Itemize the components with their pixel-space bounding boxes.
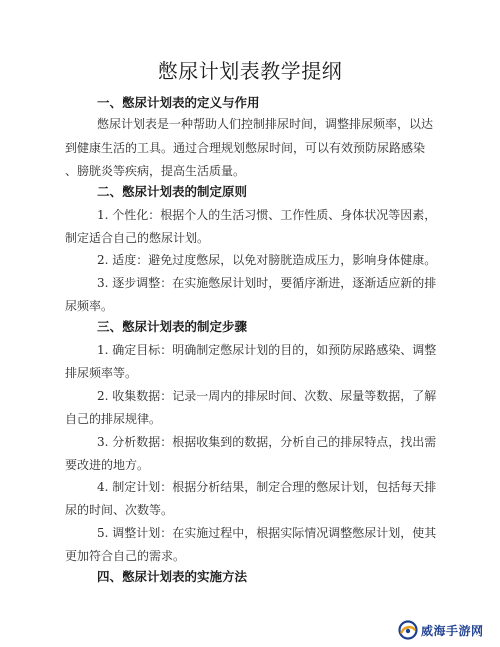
- watermark: [398, 618, 484, 642]
- section-3-item-2-line-2: 自己的排尿规律。: [65, 412, 162, 426]
- section-2-item-2-line-1: 2. 适度：避免过度憋尿，以免对膀胱造成压力，影响身体健康。: [97, 253, 437, 267]
- document-title: 憋尿计划表教学提纲: [157, 59, 343, 83]
- section-3-item-3-line-2: 要改进的地方。: [65, 458, 150, 472]
- section-3-item-5-line-1: 5. 调整计划：在实施过程中，根据实际情况调整憋尿计划，使其: [97, 526, 437, 540]
- section-3-item-3-line-1: 3. 分析数据：根据收集到的数据，分析自己的排尿特点，找出需: [97, 435, 437, 449]
- section-3-item-4-line-1: 4. 制定计划：根据分析结果，制定合理的憋尿计划，包括每天排: [97, 480, 437, 494]
- section-1-paragraph-line-1: 憋尿计划表是一种帮助人们控制排尿时间，调整排尿频率，以达: [97, 117, 434, 131]
- section-3-item-4-line-2: 尿的时间、次数等。: [65, 503, 174, 517]
- section-3-heading: 三、憋尿计划表的制定步骤: [97, 319, 248, 334]
- watermark-text: 威海手游网: [421, 623, 484, 638]
- section-2-item-1-line-2: 制定适合自己的憋尿计划。: [65, 231, 210, 245]
- section-3-item-1-line-2: 排尿频率等。: [65, 366, 138, 380]
- section-3-item-2-line-1: 2. 收集数据：记录一周内的排尿时间、次数、尿量等数据，了解: [97, 389, 437, 403]
- section-1-paragraph-line-3: 、膀胱炎等疾病，提高生活质量。: [65, 164, 246, 178]
- section-2-heading: 二、憋尿计划表的制定原则: [97, 184, 248, 199]
- section-2-item-3-line-2: 尿频率。: [65, 299, 114, 313]
- section-1-heading: 一、憋尿计划表的定义与作用: [97, 95, 260, 110]
- swirl-logo-icon: [398, 620, 418, 640]
- section-2-item-3-line-1: 3. 逐步调整：在实施憋尿计划时，要循序渐进，逐渐适应新的排: [97, 276, 437, 290]
- section-4-heading: 四、憋尿计划表的实施方法: [97, 569, 248, 584]
- section-3-item-5-line-2: 更加符合自己的需求。: [65, 549, 186, 563]
- section-2-item-1-line-1: 1. 个性化：根据个人的生活习惯、工作性质、身体状况等因素，: [97, 208, 437, 222]
- section-1-paragraph-line-2: 到健康生活的工具。通过合理规划憋尿时间，可以有效预防尿路感染: [65, 141, 426, 155]
- section-3-item-1-line-1: 1. 确定目标：明确制定憋尿计划的目的，如预防尿路感染、调整: [97, 343, 437, 357]
